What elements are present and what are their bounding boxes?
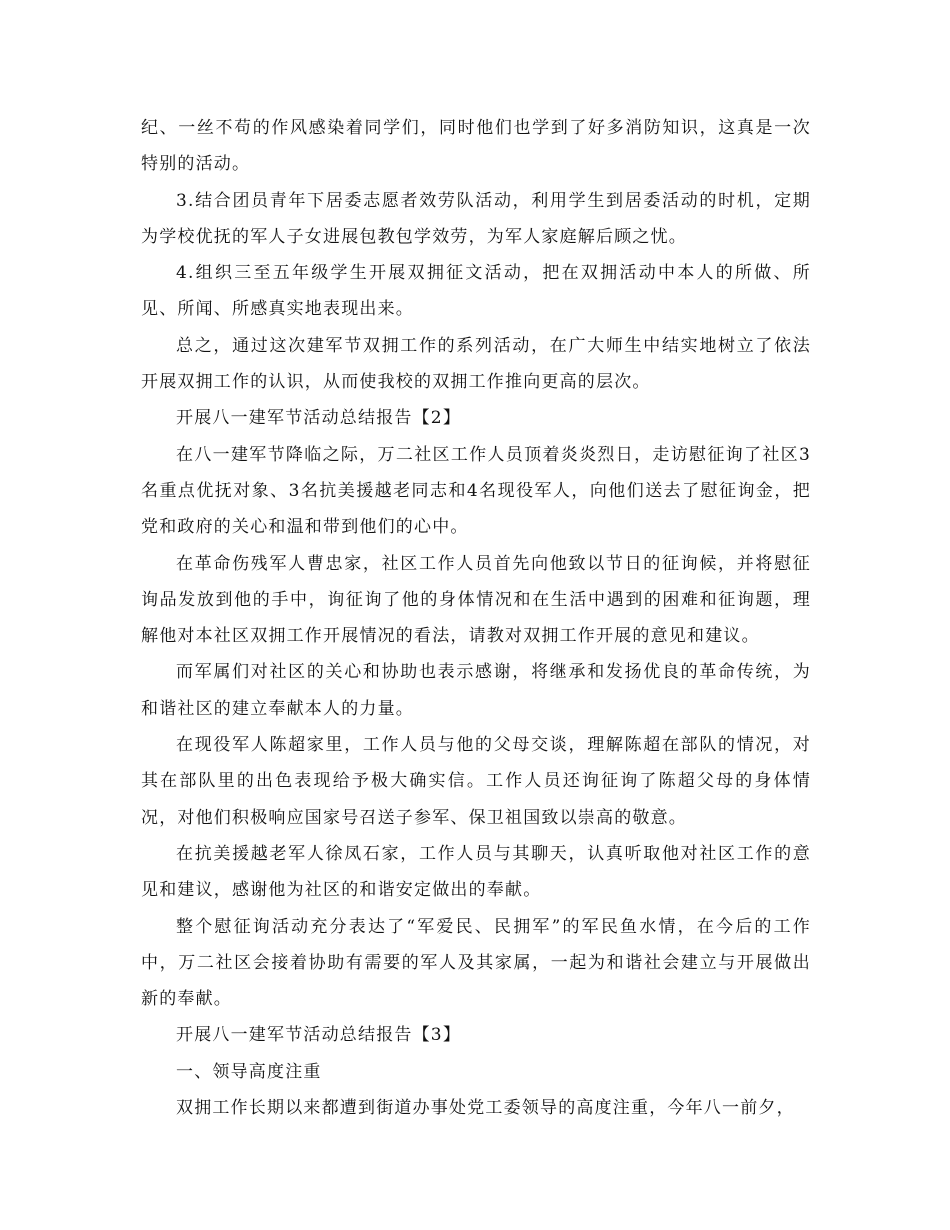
paragraph: 而军属们对社区的关心和协助也表示感谢，将继承和发扬优良的革命传统，为和谐社区的建立奉献本人的力量。 <box>141 662 811 719</box>
paragraph: 纪、一丝不苟的作风感染着同学们，同时他们也学到了好多消防知识，这真是一次特别的活动。 <box>141 118 811 175</box>
paragraph: 3.结合团员青年下居委志愿者效劳队活动，利用学生到居委活动的时机，定期为学校优抚的军人子女进展包教包学效劳，为军人家庭解后顾之忧。 <box>141 190 811 247</box>
section-heading: 开展八一建军节活动总结报告【2】 <box>176 408 462 429</box>
paragraph: 双拥工作长期以来都遭到街道办事处党工委领导的高度注重，今年八一前夕， <box>176 1098 795 1119</box>
subsection-heading: 一、领导高度注重 <box>176 1061 322 1082</box>
paragraph: 在现役军人陈超家里，工作人员与他的父母交谈，理解陈超在部队的情况，对其在部队里的出色表现给予极大确实信。工作人员还询征询了陈超父母的身体情况，对他们积极响应国家号召送子参军、保卫祖国致以崇高的敬意。 <box>141 735 811 828</box>
paragraph: 整个慰征询活动充分表达了“军爱民、民拥军”的军民鱼水情，在今后的工作中，万二社区会接着协助有需要的军人及其家属，一起为和谐社会建立与开展做出新的奉献。 <box>141 916 811 1010</box>
paragraph: 在革命伤残军人曹忠家，社区工作人员首先向他致以节日的征询候，并将慰征询品发放到他的手中，询征询了他的身体情况和在生活中遇到的困难和征询题，理解他对本社区双拥工作开展情况的看法，请教对双拥工作开展的意见和建议。 <box>141 553 811 647</box>
paragraph: 4.组织三至五年级学生开展双拥征文活动，把在双拥活动中本人的所做、所见、所闻、所感真实地表现出来。 <box>141 263 811 320</box>
paragraph: 在八一建军节降临之际，万二社区工作人员顶着炎炎烈日，走访慰征询了社区3名重点优抚对象、3名抗美援越老同志和4名现役军人，向他们送去了慰征询金，把党和政府的关心和温和带到他们的心中。 <box>141 444 811 538</box>
document-page <box>141 110 811 1126</box>
section-heading: 开展八一建军节活动总结报告【3】 <box>176 1025 462 1046</box>
paragraph: 总之，通过这次建军节双拥工作的系列活动，在广大师生中结实地树立了依法开展双拥工作的认识，从而使我校的双拥工作推向更高的层次。 <box>141 335 811 393</box>
paragraph: 在抗美援越老军人徐凤石家，工作人员与其聊天，认真听取他对社区工作的意见和建议，感谢他为社区的和谐安定做出的奉献。 <box>141 843 811 901</box>
